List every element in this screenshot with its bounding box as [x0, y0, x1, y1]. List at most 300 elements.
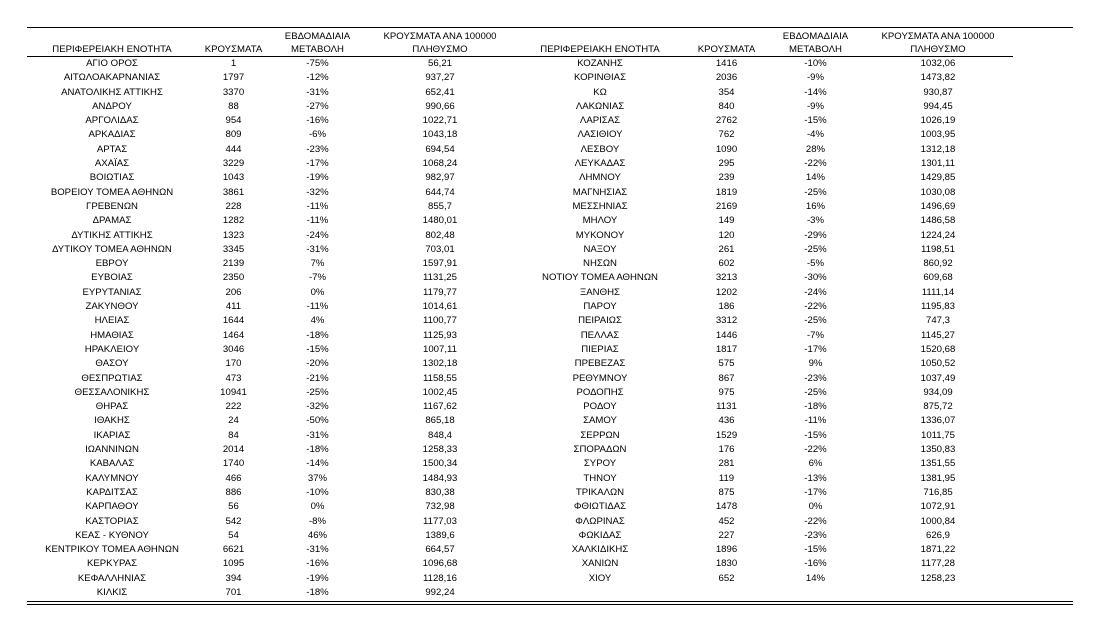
- cases-cell: 652: [718, 572, 735, 584]
- per100k-cell: 1002,45: [422, 386, 458, 398]
- region-cell: ΛΕΥΚΑΔΑΣ: [574, 158, 626, 170]
- cases-cell: 120: [718, 229, 735, 241]
- region-cell: ΓΡΕΒΕΝΩΝ: [86, 200, 138, 212]
- per100k-cell: 992,24: [425, 586, 455, 598]
- cases-cell: 2169: [715, 200, 738, 212]
- per100k-cell: 1014,61: [422, 301, 458, 313]
- per100k-cell: 1011,75: [921, 429, 955, 441]
- cases-cell: 239: [718, 172, 735, 184]
- weekly-change-cell: -11%: [804, 415, 827, 427]
- weekly-change-cell: -24%: [804, 286, 827, 298]
- region-cell: ΒΟΙΩΤΙΑΣ: [89, 172, 135, 184]
- cases-cell: 228: [225, 200, 242, 212]
- per100k-cell: 1350,83: [920, 444, 956, 456]
- weekly-change-cell: 28%: [805, 143, 826, 155]
- cases-cell: 473: [225, 372, 242, 384]
- cases-cell: 2036: [715, 72, 738, 84]
- cases-cell: 3861: [222, 186, 245, 198]
- region-cell: ΚΕΑΣ - ΚΥΘΝΟΥ: [75, 529, 149, 541]
- per100k-cell: 1258,33: [422, 444, 458, 456]
- weekly-change-cell: 0%: [310, 286, 325, 298]
- weekly-change-cell: -25%: [804, 243, 827, 255]
- per100k-cell: 644,74: [425, 186, 455, 198]
- per100k-cell: 732,98: [425, 501, 455, 513]
- per100k-cell: 1032,06: [920, 58, 956, 69]
- per100k-cell: 802,48: [425, 229, 455, 241]
- per100k-cell: 1496,69: [920, 200, 956, 212]
- table-row: [27, 500, 1013, 514]
- per100k-cell: 1030,08: [920, 186, 956, 198]
- cases-cell: 452: [718, 515, 735, 527]
- weekly-change-cell: 14%: [805, 572, 826, 584]
- per100k-cell: 1224,24: [920, 229, 956, 241]
- table-row: [27, 557, 1013, 571]
- region-cell: ΘΕΣΣΑΛΟΝΙΚΗΣ: [74, 386, 150, 398]
- cases-cell: 444: [225, 143, 242, 155]
- weekly-change-cell: -10%: [306, 486, 329, 498]
- table-row: [27, 128, 1013, 142]
- per100k-cell: 1145,27: [921, 329, 955, 341]
- cases-cell: 3213: [715, 272, 738, 284]
- weekly-change-cell: -32%: [306, 401, 329, 413]
- weekly-change-cell: 46%: [307, 529, 328, 541]
- region-cell: ΚΕΡΚΥΡΑΣ: [86, 558, 137, 570]
- per100k-cell: 830,38: [425, 486, 455, 498]
- region-cell: ΚΑΛΥΜΝΟΥ: [85, 472, 139, 484]
- cases-cell: 88: [228, 100, 239, 112]
- cases-cell: 875: [718, 486, 735, 498]
- table-row: [27, 57, 1013, 72]
- region-cell: ΤΗΝΟΥ: [583, 472, 617, 484]
- region-cell: ΣΕΡΡΩΝ: [580, 429, 620, 441]
- region-cell: ΣΑΜΟΥ: [583, 415, 617, 427]
- per100k-cell: 1500,34: [422, 458, 458, 470]
- region-cell: ΚΩ: [593, 86, 607, 98]
- weekly-change-cell: -22%: [804, 158, 827, 170]
- cases-cell: 2762: [715, 115, 738, 127]
- table-row: [27, 329, 1013, 343]
- per100k-cell: 930,87: [923, 86, 953, 98]
- cases-cell: 1131: [716, 401, 737, 413]
- weekly-change-cell: -15%: [804, 115, 827, 127]
- weekly-change-cell: -24%: [306, 229, 329, 241]
- cases-cell: 1644: [222, 315, 245, 327]
- weekly-change-cell: -15%: [306, 343, 329, 355]
- table-row: [27, 543, 1013, 557]
- weekly-change-cell: -25%: [306, 386, 329, 398]
- region-cell: ΡΕΘΥΜΝΟΥ: [572, 372, 628, 384]
- weekly-change-cell: -31%: [306, 243, 329, 255]
- header-region-right: ΠΕΡΙΦΕΡΕΙΑΚΗ ΕΝΟΤΗΤΑ: [515, 43, 685, 57]
- weekly-change-cell: -14%: [306, 458, 329, 470]
- region-cell: ΔΥΤΙΚΗΣ ΑΤΤΙΚΗΣ: [71, 229, 153, 241]
- weekly-change-cell: -17%: [804, 486, 827, 498]
- per100k-cell: 1111,14: [921, 286, 955, 298]
- weekly-change-cell: -23%: [804, 529, 827, 541]
- region-cell: ΜΕΣΣΗΝΙΑΣ: [572, 200, 628, 212]
- table-row: [27, 529, 1013, 543]
- region-cell: ΤΡΙΚΑΛΩΝ: [575, 486, 625, 498]
- weekly-change-cell: -22%: [804, 444, 827, 456]
- region-cell: ΘΕΣΠΡΩΤΙΑΣ: [81, 372, 143, 384]
- cases-cell: 227: [718, 529, 735, 541]
- region-cell: ΑΙΤΩΛΟΑΚΑΡΝΑΝΙΑΣ: [63, 72, 161, 84]
- weekly-change-cell: -30%: [804, 272, 827, 284]
- per100k-cell: 1871,22: [920, 544, 956, 556]
- region-cell: ΙΘΑΚΗΣ: [94, 415, 130, 427]
- per100k-cell: 1068,24: [422, 158, 458, 170]
- region-cell: ΘΑΣΟΥ: [95, 358, 129, 370]
- header-weekly-right: ΕΒΔΟΜΑΔΙΑΙΑ: [782, 31, 849, 42]
- weekly-change-cell: -19%: [306, 172, 329, 184]
- region-cell: ΚΟΖΑΝΗΣ: [577, 58, 623, 69]
- cases-cell: 542: [225, 515, 242, 527]
- header-per100k-right: ΚΡΟΥΣΜΑΤΑ ΑΝΑ 100000: [881, 31, 995, 42]
- table-row: [27, 372, 1013, 386]
- table-row: [27, 486, 1013, 500]
- region-cell: ΠΑΡΟΥ: [583, 301, 617, 313]
- weekly-change-cell: -13%: [804, 472, 827, 484]
- per100k-cell: 1486,58: [920, 215, 956, 227]
- weekly-change-cell: -7%: [308, 272, 327, 284]
- cases-cell: 3345: [222, 243, 245, 255]
- region-cell: ΑΓΙΟ ΟΡΟΣ: [86, 58, 138, 69]
- cases-cell: 186: [718, 301, 735, 313]
- cases-cell: 840: [718, 100, 735, 112]
- per100k-cell: 994,45: [923, 100, 953, 112]
- per100k-cell: 747,3: [925, 315, 950, 327]
- cases-cell: 1282: [222, 215, 245, 227]
- table-row: [27, 572, 1013, 586]
- per100k-cell: 1520,68: [920, 343, 956, 355]
- cases-table: [27, 30, 1013, 600]
- cases-cell: 1830: [715, 558, 738, 570]
- cases-cell: 56: [228, 501, 239, 513]
- cases-cell: 54: [228, 529, 239, 541]
- per100k-cell: 1003,95: [920, 129, 956, 141]
- weekly-change-cell: -18%: [306, 329, 329, 341]
- per100k-cell: 1026,19: [920, 115, 956, 127]
- table-row: [27, 71, 1013, 85]
- region-cell: ΔΥΤΙΚΟΥ ΤΟΜΕΑ ΑΘΗΝΩΝ: [52, 243, 172, 255]
- weekly-change-cell: -29%: [804, 229, 827, 241]
- table-row: [27, 143, 1013, 157]
- region-cell: ΑΡΚΑΔΙΑΣ: [88, 129, 136, 141]
- per100k-cell: 1198,51: [921, 243, 955, 255]
- cases-cell: 84: [228, 429, 239, 441]
- per100k-cell: 1125,93: [423, 329, 457, 341]
- cases-cell: 170: [225, 358, 242, 370]
- cases-cell: 1090: [715, 143, 738, 155]
- per100k-cell: 1050,52: [920, 358, 956, 370]
- cases-cell: 886: [225, 486, 242, 498]
- cases-cell: 1095: [222, 558, 245, 570]
- region-cell: ΕΥΡΥΤΑΝΙΑΣ: [82, 286, 142, 298]
- table-row: [27, 386, 1013, 400]
- cases-cell: 575: [718, 358, 735, 370]
- weekly-change-cell: -25%: [804, 186, 827, 198]
- cases-cell: 762: [718, 129, 735, 141]
- cases-cell: 1529: [715, 429, 738, 441]
- table-header: [27, 30, 1013, 57]
- region-cell: ΧΑΛΚΙΔΙΚΗΣ: [571, 544, 629, 556]
- table-row: [27, 171, 1013, 185]
- weekly-change-cell: 37%: [307, 472, 328, 484]
- weekly-change-cell: -4%: [806, 129, 825, 141]
- region-cell: ΝΑΞΟΥ: [583, 243, 617, 255]
- per100k-cell: 1597,91: [422, 258, 458, 270]
- region-cell: ΔΡΑΜΑΣ: [92, 215, 132, 227]
- cases-cell: 24: [228, 415, 239, 427]
- weekly-change-cell: -19%: [306, 572, 329, 584]
- region-cell: ΒΟΡΕΙΟΥ ΤΟΜΕΑ ΑΘΗΝΩΝ: [50, 186, 174, 198]
- weekly-change-cell: [768, 586, 863, 600]
- header-weekly-right-line2: ΜΕΤΑΒΟΛΗ: [768, 43, 863, 57]
- header-per100k-right-line2: ΠΛΗΘΥΣΜΟ: [863, 43, 1013, 57]
- per100k-cell: 716,85: [923, 486, 953, 498]
- weekly-change-cell: 16%: [805, 200, 826, 212]
- weekly-change-cell: -11%: [306, 215, 329, 227]
- table-row: [27, 286, 1013, 300]
- region-cell: ΕΒΡΟΥ: [95, 258, 129, 270]
- table-row: [27, 343, 1013, 357]
- per100k-cell: 1000,84: [920, 515, 956, 527]
- region-cell: ΛΑΚΩΝΙΑΣ: [575, 100, 625, 112]
- per100k-cell: 1195,83: [921, 301, 955, 313]
- header-cases-right-line1: [685, 30, 768, 43]
- per100k-cell: 1072,91: [920, 501, 956, 513]
- cases-cell: 466: [225, 472, 242, 484]
- cases-cell: 411: [225, 301, 242, 313]
- weekly-change-cell: -31%: [306, 86, 329, 98]
- cases-cell: 1202: [715, 286, 738, 298]
- region-cell: ΡΟΔΟΥ: [583, 401, 617, 413]
- per100k-cell: 982,97: [425, 172, 455, 184]
- weekly-change-cell: -18%: [804, 401, 827, 413]
- header-region-left: ΠΕΡΙΦΕΡΕΙΑΚΗ ΕΝΟΤΗΤΑ: [27, 43, 197, 57]
- region-cell: ΛΕΣΒΟΥ: [580, 143, 620, 155]
- cases-cell: 701: [225, 586, 242, 598]
- per100k-cell: 1043,18: [422, 129, 458, 141]
- table-row: [27, 457, 1013, 471]
- weekly-change-cell: -20%: [306, 358, 329, 370]
- cases-cell: 6621: [222, 544, 245, 556]
- table-row: [27, 100, 1013, 114]
- header-cases-right: ΚΡΟΥΣΜΑΤΑ: [685, 43, 768, 57]
- table-row: [27, 443, 1013, 457]
- weekly-change-cell: -11%: [306, 301, 329, 313]
- region-cell: ΜΑΓΝΗΣΙΑΣ: [572, 186, 628, 198]
- per100k-cell: 1336,07: [920, 415, 956, 427]
- cases-cell: 1: [230, 58, 237, 69]
- header-per100k-left: ΚΡΟΥΣΜΑΤΑ ΑΝΑ 100000: [383, 31, 497, 42]
- region-cell: ΧΑΝΙΩΝ: [581, 558, 619, 570]
- weekly-change-cell: -32%: [306, 186, 329, 198]
- weekly-change-cell: -14%: [804, 86, 827, 98]
- region-cell: ΜΗΛΟΥ: [582, 215, 618, 227]
- cases-cell: 954: [225, 115, 242, 127]
- weekly-change-cell: -17%: [804, 343, 827, 355]
- region-cell: ΝΟΤΙΟΥ ΤΟΜΕΑ ΑΘΗΝΩΝ: [542, 272, 658, 284]
- cases-cell: 2350: [222, 272, 245, 284]
- weekly-change-cell: -16%: [306, 558, 329, 570]
- cases-cell: 3370: [222, 86, 245, 98]
- per100k-cell: 56,21: [427, 58, 452, 69]
- weekly-change-cell: -10%: [804, 58, 827, 69]
- cases-cell: 2014: [222, 444, 245, 456]
- per100k-cell: 1312,18: [920, 143, 956, 155]
- cases-cell: 1416: [715, 58, 738, 69]
- bottom-rule-double: [27, 604, 1073, 605]
- weekly-change-cell: 9%: [808, 358, 823, 370]
- weekly-change-cell: -25%: [804, 315, 827, 327]
- table-row: [27, 157, 1013, 171]
- weekly-change-cell: -25%: [804, 386, 827, 398]
- cases-cell: 10941: [220, 386, 247, 398]
- cases-cell: 1817: [715, 343, 738, 355]
- cases-cell: 1896: [715, 544, 738, 556]
- weekly-change-cell: -5%: [806, 258, 825, 270]
- region-cell: ΜΥΚΟΝΟΥ: [575, 229, 625, 241]
- cases-cell: [685, 586, 768, 600]
- weekly-change-cell: 0%: [808, 501, 823, 513]
- region-cell: ΗΡΑΚΛΕΙΟΥ: [84, 343, 140, 355]
- cases-cell: 3312: [715, 315, 738, 327]
- cases-cell: 1478: [715, 501, 738, 513]
- table-row: [27, 472, 1013, 486]
- cases-cell: 149: [718, 215, 735, 227]
- cases-cell: 436: [718, 415, 735, 427]
- per100k-cell: 609,68: [923, 272, 953, 284]
- cases-cell: 281: [718, 458, 735, 470]
- region-cell: ΠΙΕΡΙΑΣ: [581, 343, 619, 355]
- region-cell: ΚΙΛΚΙΣ: [96, 586, 128, 598]
- per100k-cell: 1179,77: [423, 286, 457, 298]
- cases-cell: 2139: [222, 258, 245, 270]
- per100k-cell: 1429,85: [920, 172, 956, 184]
- per100k-cell: 1381,95: [920, 472, 956, 484]
- region-cell: ΣΠΟΡΑΔΩΝ: [573, 444, 627, 456]
- table-row: [27, 86, 1013, 100]
- per100k-cell: 1167,62: [423, 401, 457, 413]
- per100k-cell: 1302,18: [422, 358, 458, 370]
- weekly-change-cell: -9%: [806, 100, 825, 112]
- per100k-cell: 1128,16: [423, 572, 457, 584]
- cases-cell: 1464: [222, 329, 245, 341]
- per100k-cell: 652,41: [425, 86, 455, 98]
- per100k-cell: 1037,49: [920, 372, 956, 384]
- weekly-change-cell: -21%: [306, 372, 329, 384]
- weekly-change-cell: -23%: [804, 372, 827, 384]
- table-row: [27, 200, 1013, 214]
- region-cell: [515, 586, 685, 600]
- cases-cell: 394: [225, 572, 242, 584]
- cases-cell: 1740: [222, 458, 245, 470]
- region-cell: ΠΡΕΒΕΖΑΣ: [574, 358, 626, 370]
- per100k-cell: 1007,11: [423, 343, 457, 355]
- per100k-cell: 875,72: [923, 401, 953, 413]
- cases-cell: 3046: [222, 343, 245, 355]
- per100k-cell: 1484,93: [422, 472, 458, 484]
- weekly-change-cell: -16%: [804, 558, 827, 570]
- per100k-cell: 865,18: [425, 415, 455, 427]
- weekly-change-cell: 0%: [310, 501, 325, 513]
- weekly-change-cell: -75%: [306, 58, 329, 69]
- region-cell: ΕΥΒΟΙΑΣ: [91, 272, 133, 284]
- table-row: [27, 429, 1013, 443]
- header-region-left-line1: [27, 30, 197, 43]
- per100k-cell: 1389,6: [425, 529, 455, 541]
- region-cell: ΑΡΓΟΛΙΔΑΣ: [85, 115, 139, 127]
- region-cell: ΠΕΙΡΑΙΩΣ: [578, 315, 622, 327]
- per100k-cell: 860,92: [923, 258, 953, 270]
- weekly-change-cell: -31%: [306, 544, 329, 556]
- region-cell: ΦΘΙΩΤΙΔΑΣ: [573, 501, 627, 513]
- region-cell: ΑΝΑΤΟΛΙΚΗΣ ΑΤΤΙΚΗΣ: [61, 86, 163, 98]
- per100k-cell: 1351,55: [920, 458, 956, 470]
- table-row: [27, 586, 1013, 600]
- region-cell: ΣΥΡΟΥ: [583, 458, 617, 470]
- region-cell: ΦΩΚΙΔΑΣ: [578, 529, 622, 541]
- weekly-change-cell: -9%: [806, 72, 825, 84]
- cases-cell: 1043: [222, 172, 245, 184]
- table-row: [27, 400, 1013, 414]
- table-row: [27, 114, 1013, 128]
- weekly-change-cell: -31%: [306, 429, 329, 441]
- region-cell: ΛΑΣΙΘΙΟΥ: [577, 129, 623, 141]
- cases-cell: 1797: [222, 72, 245, 84]
- weekly-change-cell: -6%: [308, 129, 327, 141]
- weekly-change-cell: -7%: [806, 329, 825, 341]
- cases-cell: 261: [718, 243, 735, 255]
- table-row: [27, 300, 1013, 314]
- table-row: [27, 214, 1013, 228]
- per100k-cell: 694,54: [425, 143, 455, 155]
- region-cell: ΚΑΣΤΟΡΙΑΣ: [85, 515, 139, 527]
- weekly-change-cell: -17%: [306, 158, 329, 170]
- cases-cell: 1819: [715, 186, 738, 198]
- cases-cell: 119: [718, 472, 735, 484]
- table-row: [27, 243, 1013, 257]
- weekly-change-cell: -22%: [804, 515, 827, 527]
- region-cell: ΖΑΚΥΝΘΟΥ: [85, 301, 139, 313]
- table-row: [27, 357, 1013, 371]
- header-per100k-left-line2: ΠΛΗΘΥΣΜΟ: [365, 43, 515, 57]
- header-region-right-line1: [515, 30, 685, 43]
- table-row: [27, 314, 1013, 328]
- weekly-change-cell: -50%: [306, 415, 329, 427]
- per100k-cell: 1022,71: [422, 115, 458, 127]
- weekly-change-cell: -22%: [804, 301, 827, 313]
- weekly-change-cell: -8%: [308, 515, 327, 527]
- header-weekly-left: ΕΒΔΟΜΑΔΙΑΙΑ: [284, 31, 351, 42]
- cases-cell: 3229: [222, 158, 245, 170]
- cases-cell: 602: [718, 258, 735, 270]
- region-cell: ΙΚΑΡΙΑΣ: [93, 429, 131, 441]
- bottom-rule: [27, 601, 1073, 602]
- cases-cell: 354: [718, 86, 735, 98]
- per100k-cell: 1480,01: [422, 215, 458, 227]
- cases-cell: 176: [718, 444, 735, 456]
- region-cell: ΝΗΣΩΝ: [583, 258, 617, 270]
- region-cell: ΞΑΝΘΗΣ: [580, 286, 620, 298]
- per100k-cell: 1258,23: [920, 572, 956, 584]
- weekly-change-cell: -16%: [306, 115, 329, 127]
- per100k-cell: 990,66: [425, 100, 455, 112]
- cases-cell: 1323: [222, 229, 245, 241]
- region-cell: ΛΗΜΝΟΥ: [579, 172, 621, 184]
- region-cell: ΚΑΡΠΑΘΟΥ: [85, 501, 139, 513]
